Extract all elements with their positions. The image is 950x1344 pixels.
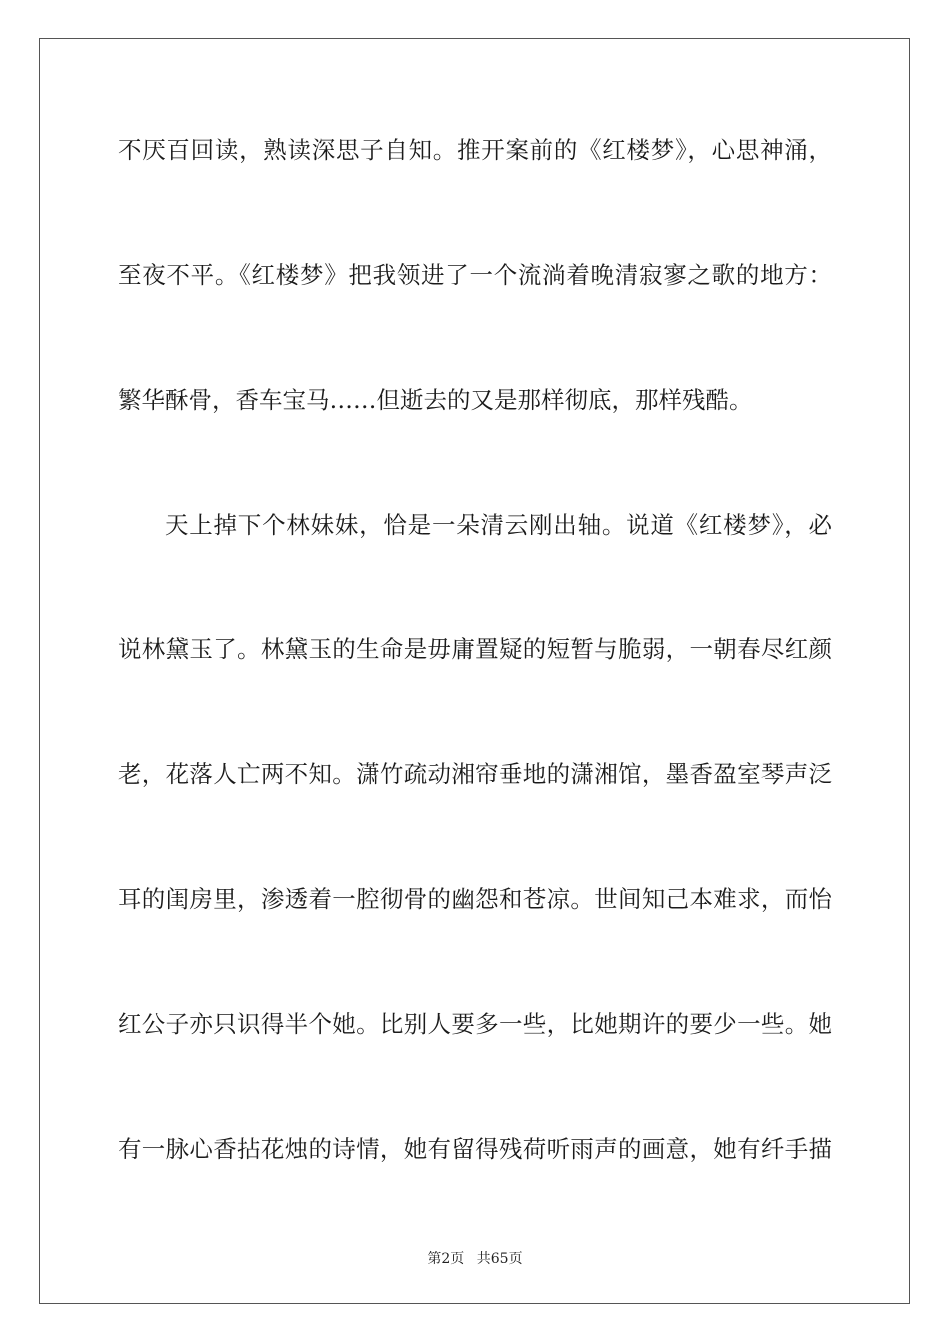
text-line: 耳的闺房里，渗透着一腔彻骨的幽怨和苍凉。世间知己本难求，而怡 [118,885,832,913]
text-line: 天上掉下个林妹妹，恰是一朵清云刚出轴。说道《红楼梦》，必 [165,511,832,539]
page-number: 第2页 [427,1251,465,1267]
text-line: 至夜不平。《红楼梦》把我领进了一个流淌着晚清寂寥之歌的地方： [118,261,832,289]
text-line: 繁华酥骨，香车宝马……但逝去的又是那样彻底，那样残酷。 [118,386,753,414]
page-total: 共65页 [476,1251,523,1267]
text-line: 说林黛玉了。林黛玉的生命是毋庸置疑的短暂与脆弱，一朝春尽红颜 [118,635,832,663]
text-line: 老，花落人亡两不知。潇竹疏动湘帘垂地的潇湘馆，墨香盈室琴声泛 [118,760,832,788]
page-border [39,38,910,1304]
page-footer [0,1248,950,1268]
text-line: 有一脉心香拈花烛的诗情，她有留得残荷听雨声的画意，她有纤手描 [118,1135,832,1163]
text-line: 不厌百回读，熟读深思子自知。推开案前的《红楼梦》，心思神涌， [118,136,832,164]
text-line: 红公子亦只识得半个她。比别人要多一些，比她期许的要少一些。她 [118,1010,832,1038]
